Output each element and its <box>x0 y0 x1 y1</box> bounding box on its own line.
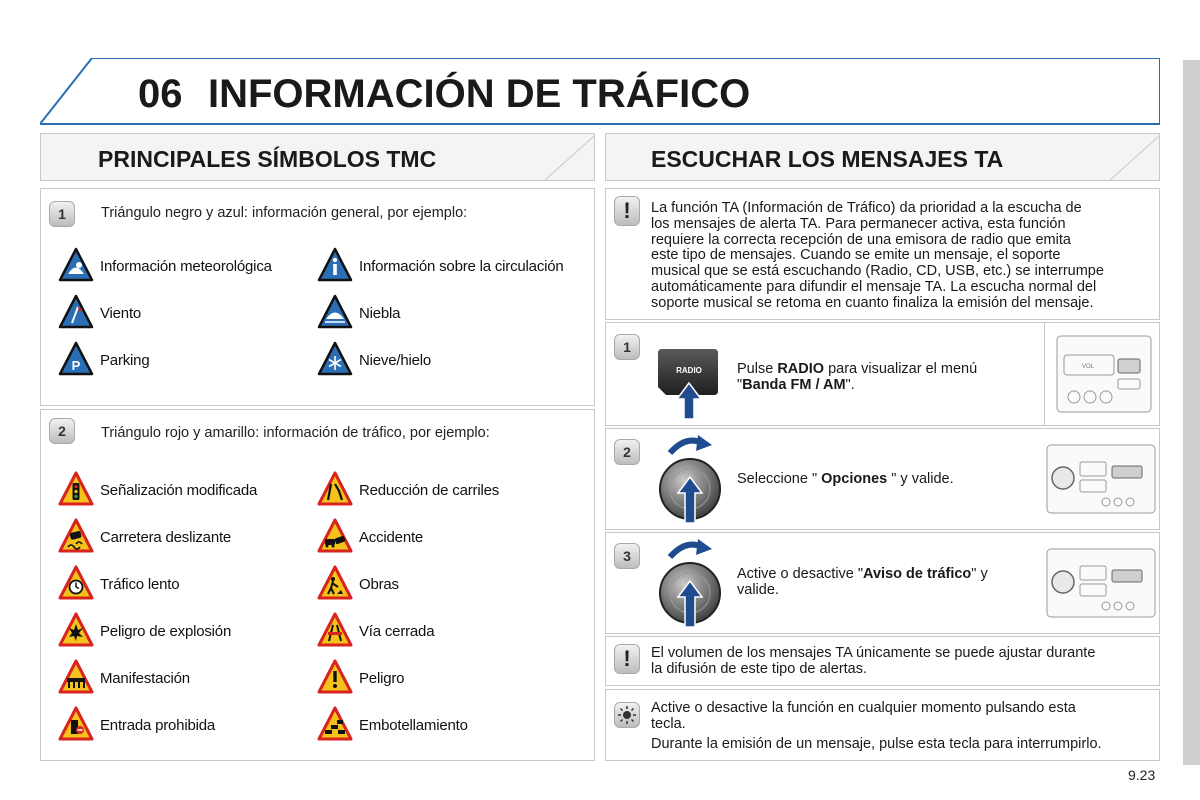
symbol-label: Peligro de explosión <box>100 623 232 640</box>
symbol-lane-reduction <box>317 471 567 511</box>
accident-icon <box>317 518 353 554</box>
slippery-road-icon <box>58 518 94 554</box>
notice-line: soporte musical se retoma en cuanto finaliza la emisión del mensaje. <box>651 294 1094 311</box>
symbol-label: Peligro <box>359 670 405 687</box>
volume-note-panel <box>605 636 1160 686</box>
symbol-no-entry <box>58 706 308 746</box>
symbol-slippery-road <box>58 518 308 558</box>
step-3-text: Active o desactive "Aviso de tráfico" y valide. <box>737 566 988 598</box>
symbol-traffic-jam <box>317 706 567 746</box>
svg-text:P: P <box>71 358 81 373</box>
symbol-label: Entrada prohibida <box>100 717 216 734</box>
ta-button-note-panel <box>605 689 1160 761</box>
symbol-road-closed <box>317 612 567 652</box>
symbol-label: Manifestación <box>100 670 190 687</box>
symbol-label: Obras <box>359 576 399 593</box>
ta-button-note-text: Active o desactive la función en cualquier momento pulsando esta tecla. Durante la emisión de un mensaje, pulse esta tecla para interrumpirlo. <box>651 700 1102 752</box>
rotary-knob-icon <box>656 535 726 633</box>
left-section-header <box>40 133 595 181</box>
symbol-wind <box>58 294 308 334</box>
snow-ice-icon <box>317 341 353 377</box>
slow-traffic-icon <box>58 565 94 601</box>
page-number: 9.23 <box>1128 767 1156 783</box>
page-edge-tab <box>1183 60 1200 765</box>
explosion-danger-icon <box>58 612 94 648</box>
weather-info-icon <box>58 247 94 283</box>
danger-icon <box>317 659 353 695</box>
radio-button-label: RADIO <box>676 366 702 375</box>
step-badge-2: 2 <box>614 439 640 465</box>
symbol-danger <box>317 659 567 699</box>
no-entry-icon <box>58 706 94 742</box>
symbol-label: Viento <box>100 305 142 322</box>
roadworks-icon <box>317 565 353 601</box>
traffic-info-icon <box>317 247 353 283</box>
step-badge-1: 1 <box>614 334 640 360</box>
notice-line: requiere la correcta recepción de una emisora de radio que emita <box>651 231 1071 248</box>
symbol-label: Vía cerrada <box>359 623 435 640</box>
lane-reduction-icon <box>317 471 353 507</box>
parking-icon <box>58 341 94 377</box>
ta-notice-panel <box>605 188 1160 320</box>
demonstration-icon <box>58 659 94 695</box>
step-1-text: Pulse RADIO para visualizar el menú "Banda FM / AM". <box>737 361 978 393</box>
chapter-heading: INFORMACIÓN DE TRÁFICO <box>208 72 751 116</box>
symbol-weather-info <box>58 247 308 287</box>
symbol-accident <box>317 518 567 558</box>
symbol-label: Accidente <box>359 529 424 546</box>
group2-intro: Triángulo rojo y amarillo: información de tráfico, por ejemplo: <box>101 425 490 441</box>
road-closed-icon <box>317 612 353 648</box>
radio-knob-panel-illustration <box>1046 548 1156 618</box>
symbol-label: Niebla <box>359 305 401 322</box>
fog-icon <box>317 294 353 330</box>
symbol-fog <box>317 294 567 334</box>
volume-note-text: El volumen de los mensajes TA únicamente se puede ajustar durante la difusión de este tipo de alertas. <box>651 645 1096 677</box>
symbol-explosion-danger <box>58 612 308 652</box>
symbol-label: Parking <box>100 352 150 369</box>
traffic-jam-icon <box>317 706 353 742</box>
symbol-parking <box>58 341 308 381</box>
light-bulb-icon <box>614 702 640 728</box>
symbol-label: Tráfico lento <box>100 576 180 593</box>
step-2-text: Seleccione " Opciones " y valide. <box>737 471 954 487</box>
symbol-label: Reducción de carriles <box>359 482 500 499</box>
left-section-title: PRINCIPALES SÍMBOLOS TMC <box>98 146 437 172</box>
symbol-label: Información meteorológica <box>100 258 272 275</box>
step-1-panel <box>605 322 1160 426</box>
step-badge-2: 2 <box>49 418 75 444</box>
right-section-header <box>605 133 1160 181</box>
changed-signals-icon <box>58 471 94 507</box>
symbol-label: Información sobre la circulación <box>359 258 564 275</box>
wind-icon <box>58 294 94 330</box>
symbol-snow-ice <box>317 341 567 381</box>
radio-panel-illustration <box>1056 335 1152 413</box>
notice-line: automáticamente para difundir el mensaje TA. La escucha normal del <box>651 278 1097 295</box>
symbol-label: Señalización modificada <box>100 482 258 499</box>
chapter-number: 06 <box>138 72 183 116</box>
warning-icon: ! <box>614 644 640 674</box>
symbol-label: Embotellamiento <box>359 717 468 734</box>
symbol-label: Nieve/hielo <box>359 352 432 369</box>
chapter-title <box>40 58 1160 126</box>
panel-vol-label: VOL <box>1082 364 1095 370</box>
symbol-label: Carretera deslizante <box>100 529 232 546</box>
notice-line: los mensajes de alerta TA. Para permanecer activa, esta función <box>651 215 1066 232</box>
right-section-title: ESCUCHAR LOS MENSAJES TA <box>651 146 1004 172</box>
warning-icon: ! <box>614 196 640 226</box>
symbol-changed-signals <box>58 471 308 511</box>
group1-intro: Triángulo negro y azul: información general, por ejemplo: <box>101 205 468 221</box>
notice-line: este tipo de mensajes. Cuando se emite un mensaje, el soporte <box>651 247 1061 264</box>
step-badge-1: 1 <box>49 201 75 227</box>
notice-line: La función TA (Información de Tráfico) da prioridad a la escucha de <box>651 200 1082 216</box>
symbol-traffic-info <box>317 247 587 287</box>
rotary-knob-icon <box>656 431 726 529</box>
symbol-slow-traffic <box>58 565 308 605</box>
symbol-demonstration <box>58 659 308 699</box>
ta-notice-text <box>651 201 1159 312</box>
notice-line: musical que se está escuchando (Radio, CD, USB, etc.) se interrumpe <box>651 263 1104 280</box>
symbol-roadworks <box>317 565 567 605</box>
radio-knob-panel-illustration <box>1046 444 1156 514</box>
step-2-panel <box>605 428 1160 530</box>
step-3-panel <box>605 532 1160 634</box>
radio-button-icon <box>656 343 726 423</box>
step-badge-3: 3 <box>614 543 640 569</box>
